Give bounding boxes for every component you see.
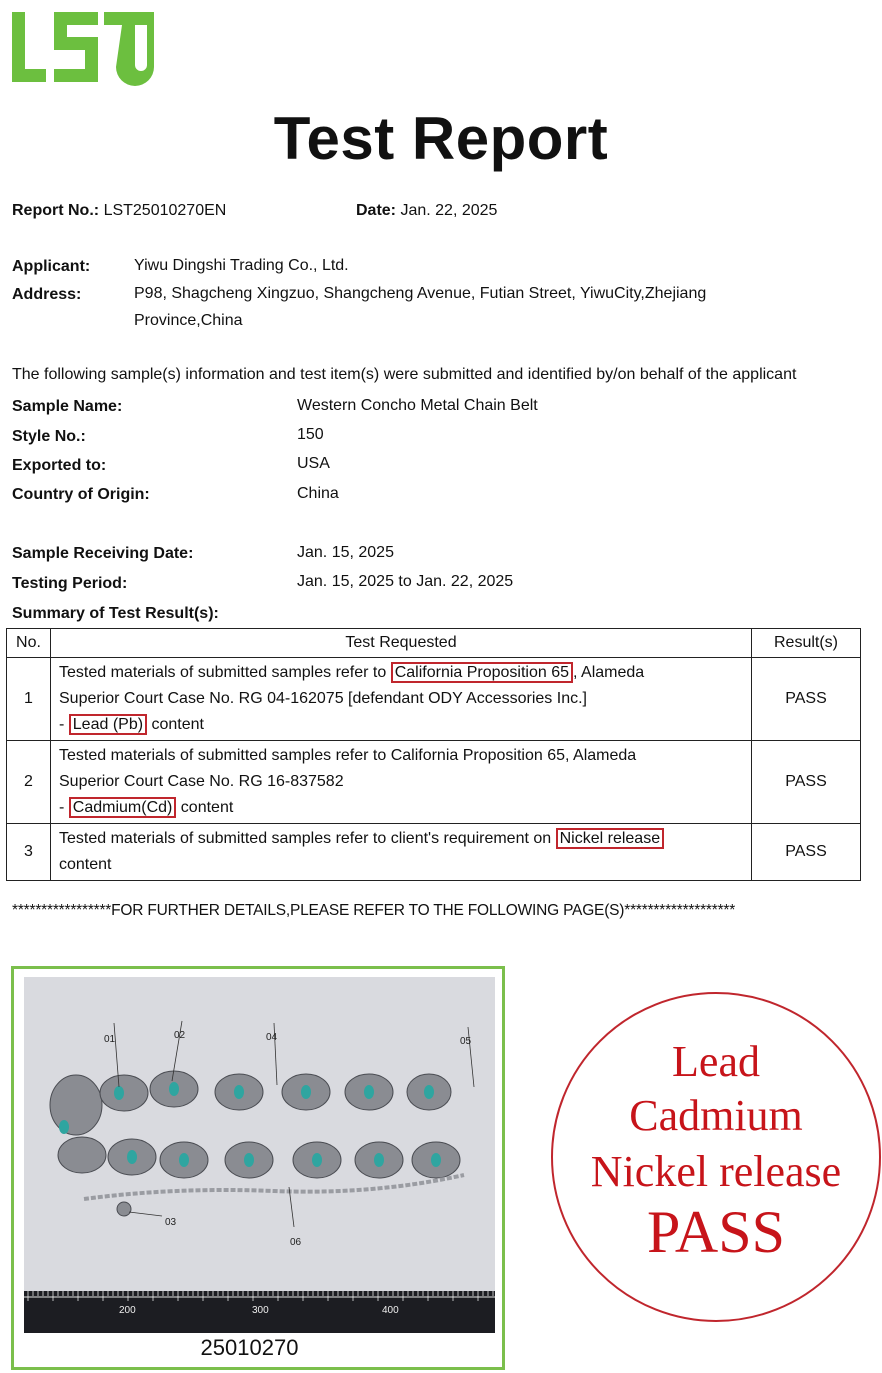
exported-label: Exported to: [12, 457, 107, 474]
measuring-ruler [24, 1291, 495, 1333]
highlight-box: Lead (Pb) [69, 714, 147, 735]
col-test-requested: Test Requested [51, 629, 752, 658]
address-line-2: Province,China [134, 312, 243, 329]
table-header-row [7, 629, 861, 658]
summary-heading: Summary of Test Result(s): [12, 605, 219, 622]
part-label: 02 [174, 1030, 186, 1041]
part-label: 06 [290, 1237, 302, 1248]
receiving-date-label: Sample Receiving Date: [12, 545, 194, 562]
sample-photo-frame [11, 966, 505, 1370]
sample-name: Western Concho Metal Chain Belt [297, 397, 538, 414]
part-label: 03 [165, 1217, 177, 1228]
row-test: Tested materials of submitted samples refer to California Proposition 65, Alameda Superior Court Case No. RG 16-837582 - Cadmium(Cd) content [51, 741, 752, 824]
highlight-box: California Proposition 65 [391, 662, 573, 683]
part-label: 04 [266, 1032, 278, 1043]
row-test: Tested materials of submitted samples refer to California Proposition 65 , Alameda Superior Court Case No. RG 04-162075 [defendant ODY Accessories Inc.] - Lead (Pb) content [51, 658, 752, 741]
report-date: Jan. 22, 2025 [400, 202, 498, 219]
style-number: 150 [297, 426, 324, 443]
address-line-1: P98, Shagcheng Xingzuo, Shangcheng Avenue, Futian Street, YiwuCity,Zhejiang [134, 285, 707, 302]
ruler-mark: 400 [382, 1305, 399, 1316]
row-result: PASS [752, 658, 861, 741]
applicant-label: Applicant: [12, 258, 91, 275]
country-of-origin: China [297, 485, 339, 502]
report-number-label: Report No.: [12, 202, 100, 219]
further-details-note: *****************FOR FURTHER DETAILS,PLEASE REFER TO THE FOLLOWING PAGE(S)******************* [12, 902, 736, 919]
ruler-mark: 200 [119, 1305, 136, 1316]
sample-name-label: Sample Name: [12, 398, 123, 415]
stamp-line-lead: Lead [672, 1037, 760, 1086]
address-label: Address: [12, 286, 82, 303]
report-date-row [356, 202, 497, 220]
row-number: 1 [7, 658, 51, 741]
row-number: 3 [7, 824, 51, 881]
row-number: 2 [7, 741, 51, 824]
col-result: Result(s) [752, 629, 861, 658]
report-date-label: Date: [356, 202, 397, 219]
report-number: LST25010270EN [103, 202, 227, 219]
stamp-line-pass: PASS [647, 1199, 785, 1265]
col-no: No. [7, 629, 51, 658]
sample-id: 25010270 [200, 1335, 299, 1360]
exported-to: USA [297, 455, 330, 472]
ruler-mark: 300 [252, 1305, 269, 1316]
page-title: Test Report [273, 105, 609, 172]
testing-period: Jan. 15, 2025 to Jan. 22, 2025 [297, 573, 514, 590]
table-row [7, 658, 861, 741]
stamp-line-cadmium: Cadmium [629, 1091, 803, 1140]
part-label: 05 [460, 1036, 472, 1047]
row-result: PASS [752, 824, 861, 881]
report-number-row [12, 202, 226, 220]
origin-label: Country of Origin: [12, 486, 150, 503]
table-row [7, 824, 861, 881]
receiving-date: Jan. 15, 2025 [297, 544, 394, 561]
belt-illustration [24, 977, 495, 1333]
style-label: Style No.: [12, 428, 86, 445]
row-result: PASS [752, 741, 861, 824]
stamp-line-nickel: Nickel release [590, 1147, 842, 1196]
row-test: Tested materials of submitted samples refer to client's requirement on Nickel release content [51, 824, 752, 881]
lst-logo [10, 4, 156, 88]
summary-table [6, 628, 861, 881]
sample-photo [24, 977, 495, 1333]
table-row [7, 741, 861, 824]
intro-text: The following sample(s) information and test item(s) were submitted and identified by/on behalf of the applicant [12, 366, 797, 383]
applicant-name: Yiwu Dingshi Trading Co., Ltd. [134, 257, 349, 274]
testing-period-label: Testing Period: [12, 575, 128, 592]
highlight-box: Cadmium(Cd) [69, 797, 177, 818]
part-label: 01 [104, 1034, 116, 1045]
highlight-box: Nickel release [556, 828, 664, 849]
